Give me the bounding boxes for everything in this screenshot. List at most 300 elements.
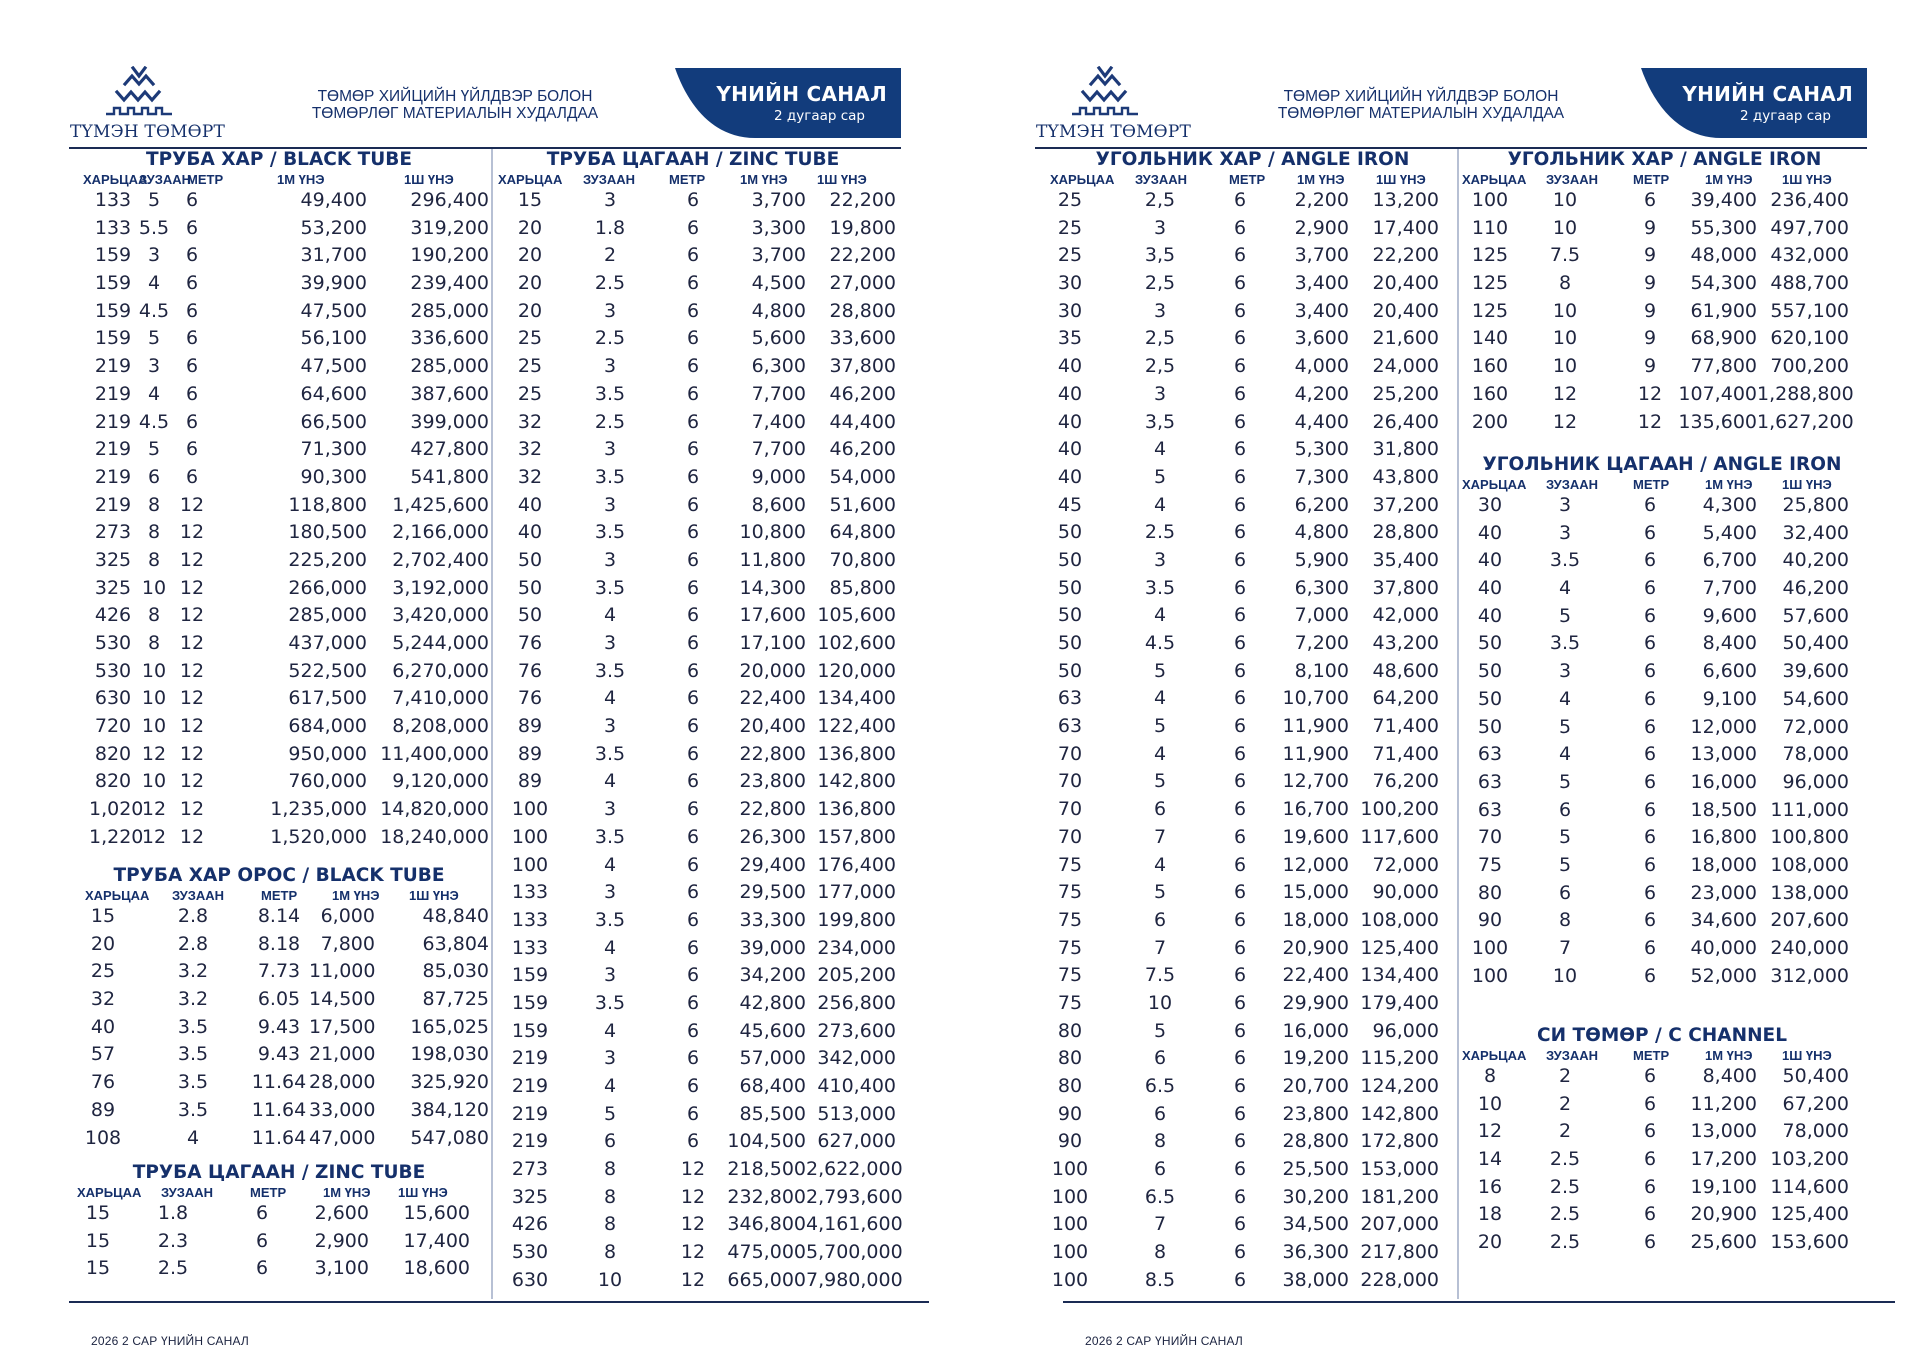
cell-length: 6	[1233, 908, 1247, 931]
cell-length: 12	[179, 687, 205, 710]
cell-length: 6	[1233, 355, 1247, 378]
col-header-price-per-m: 1М ҮНЭ	[332, 888, 380, 903]
cell-thickness: 3.2	[177, 988, 209, 1011]
cell-thickness: 3.5	[594, 659, 626, 682]
company-line-2: ТӨМӨРЛӨГ МАТЕРИАЛЫН ХУДАЛДАА	[1277, 105, 1565, 122]
cell-thickness: 2	[603, 244, 617, 267]
cell-length: 6	[1643, 577, 1657, 600]
cell-price-per-piece: 2,622,000	[806, 1158, 903, 1181]
col-header-thickness: ЗУЗААН	[583, 172, 636, 187]
cell-thickness: 3	[603, 548, 617, 571]
cell-thickness: 3.5	[594, 908, 626, 931]
cell-thickness: 4.5	[1144, 632, 1176, 654]
cell-length: 12	[179, 576, 205, 599]
cell-size: 32	[517, 465, 543, 488]
cell-length: 6	[1233, 1213, 1247, 1236]
cell-price-per-m: 23,800	[1282, 1102, 1349, 1125]
cell-price-per-m: 9,100	[1702, 687, 1757, 710]
footer-divider	[1063, 1301, 1895, 1303]
cell-thickness: 6	[1153, 908, 1167, 931]
cell-size: 50	[517, 548, 543, 571]
cell-price-per-m: 4,400	[1294, 410, 1349, 433]
cell-length: 6	[185, 382, 199, 405]
cell-length: 6	[1233, 521, 1247, 544]
cell-length: 6	[686, 1019, 700, 1042]
cell-price-per-piece: 172,800	[1360, 1130, 1439, 1153]
cell-price-per-m: 16,000	[1282, 1019, 1349, 1042]
cell-thickness: 6	[1153, 1102, 1167, 1125]
col-header-length: МЕТР	[261, 888, 298, 903]
cell-length: 6	[686, 189, 700, 211]
cell-size: 25	[90, 960, 116, 983]
cell-price-per-piece: 488,700	[1770, 272, 1849, 295]
cell-price-per-piece: 22,200	[829, 244, 896, 267]
cell-length: 6	[1233, 964, 1247, 987]
cell-length: 6	[686, 438, 700, 461]
cell-length: 12	[179, 825, 205, 848]
cell-thickness: 10	[1552, 299, 1578, 322]
cell-price-per-m: 61,900	[1690, 299, 1757, 322]
cell-price-per-m: 7,800	[320, 932, 375, 955]
cell-length: 12	[680, 1158, 706, 1181]
cell-length: 12	[179, 742, 205, 765]
cell-size: 100	[1051, 1241, 1089, 1264]
cell-length: 6	[686, 964, 700, 987]
cell-price-per-m: 25,500	[1282, 1158, 1349, 1181]
cell-size: 40	[517, 521, 543, 544]
col-header-price-per-m: 1М ҮНЭ	[1705, 477, 1753, 492]
cell-price-per-piece: 24,000	[1372, 355, 1439, 378]
cell-thickness: 8.5	[1144, 1268, 1176, 1291]
cell-thickness: 10	[141, 770, 167, 793]
cell-price-per-piece: 124,200	[1360, 1075, 1439, 1097]
cell-length: 6	[1233, 548, 1247, 571]
cell-thickness: 3.2	[177, 960, 209, 983]
company-line-1: ТӨМӨР ХИЙЦИЙН ҮЙЛДВЭР БОЛОН	[1283, 88, 1559, 105]
col-header-size: ХАРЬЦАА	[83, 172, 148, 187]
col-header-thickness: ЗУЗААН	[161, 1185, 214, 1200]
cell-price-per-piece: 25,200	[1372, 382, 1439, 405]
cell-price-per-m: 11,000	[309, 960, 376, 983]
cell-price-per-piece: 627,000	[817, 1130, 896, 1153]
cell-price-per-m: 12,000	[1690, 715, 1757, 738]
cell-size: 63	[1477, 798, 1503, 821]
cell-length: 6	[686, 715, 700, 738]
cell-thickness: 8	[147, 604, 161, 627]
cell-price-per-piece: 46,200	[1782, 577, 1849, 600]
cell-length: 6	[686, 216, 700, 239]
cell-thickness: 3	[1558, 494, 1572, 516]
cell-price-per-piece: 50,400	[1782, 632, 1849, 655]
cell-price-per-piece: 117,600	[1360, 825, 1439, 848]
cell-size: 40	[1057, 438, 1083, 461]
cell-price-per-m: 2,900	[1294, 216, 1349, 239]
cell-thickness: 3	[147, 244, 161, 267]
cell-price-per-piece: 138,000	[1770, 881, 1849, 904]
cell-size: 45	[1057, 493, 1083, 516]
cell-price-per-m: 48,000	[1690, 244, 1757, 267]
cell-length: 6	[1233, 576, 1247, 599]
col-header-size: ХАРЬЦАА	[1462, 1048, 1527, 1063]
cell-price-per-m: 6,300	[751, 355, 806, 378]
footer-divider	[69, 1301, 929, 1303]
cell-price-per-piece: 3,192,000	[392, 576, 489, 599]
cell-length: 12	[1637, 410, 1663, 433]
col-header-size: ХАРЬЦАА	[498, 172, 563, 187]
cell-size: 100	[1051, 1213, 1089, 1236]
cell-length: 6	[1233, 1047, 1247, 1070]
cell-price-per-m: 3,300	[751, 216, 806, 239]
cell-thickness: 3.5	[594, 991, 626, 1014]
cell-size: 426	[511, 1213, 549, 1236]
cell-length: 6	[1643, 853, 1657, 876]
cell-size: 133	[511, 908, 549, 931]
cell-thickness: 8	[147, 493, 161, 516]
cell-price-per-piece: 319,200	[410, 216, 489, 239]
cell-price-per-m: 90,300	[300, 465, 367, 488]
cell-size: 273	[511, 1158, 549, 1181]
cell-price-per-m: 77,800	[1690, 355, 1757, 378]
cell-price-per-m: 12,700	[1282, 770, 1349, 793]
col-header-price-per-piece: 1Ш ҮНЭ	[398, 1185, 448, 1200]
cell-price-per-piece: 114,600	[1770, 1175, 1849, 1198]
col-header-length: МЕТР	[1633, 1048, 1670, 1063]
cell-length: 6	[1233, 1102, 1247, 1125]
col-header-price-per-m: 1М ҮНЭ	[323, 1185, 371, 1200]
cell-price-per-m: 20,700	[1282, 1075, 1349, 1097]
cell-price-per-m: 218,500	[727, 1158, 806, 1181]
cell-price-per-piece: 165,025	[410, 1015, 489, 1038]
cell-size: 219	[94, 465, 132, 488]
cell-size: 16	[1477, 1175, 1503, 1198]
company-description	[290, 88, 620, 122]
cell-length: 6	[185, 216, 199, 239]
cell-price-per-m: 118,800	[288, 493, 367, 516]
cell-price-per-m: 23,000	[1690, 881, 1757, 904]
cell-thickness: 6	[1558, 798, 1572, 821]
cell-size: 219	[94, 410, 132, 433]
cell-thickness: 8	[603, 1158, 617, 1181]
cell-thickness: 5	[1153, 770, 1167, 793]
cell-length: 6	[1233, 493, 1247, 516]
cell-length: 6	[1233, 1241, 1247, 1264]
cell-price-per-piece: 76,200	[1372, 770, 1439, 793]
section-title: ТРУБА ХАР ОРОС / BLACK TUBE	[113, 865, 445, 886]
cell-size: 530	[94, 659, 132, 682]
cell-size: 15	[85, 1202, 111, 1224]
cell-price-per-m: 47,000	[309, 1126, 376, 1149]
cell-thickness: 5	[1153, 1019, 1167, 1042]
cell-length: 6	[1643, 715, 1657, 738]
cell-price-per-m: 11,200	[1690, 1092, 1757, 1115]
cell-size: 80	[1057, 1075, 1083, 1097]
cell-size: 219	[94, 382, 132, 405]
cell-size: 70	[1057, 742, 1083, 765]
cell-size: 76	[517, 632, 543, 654]
cell-length: 6	[185, 189, 199, 211]
cell-price-per-m: 4,000	[1294, 355, 1349, 378]
cell-size: 70	[1057, 770, 1083, 793]
cell-price-per-piece: 71,400	[1372, 715, 1439, 738]
cell-length: 6	[1233, 1268, 1247, 1291]
cell-length: 11.64	[251, 1126, 307, 1149]
cell-price-per-piece: 234,000	[817, 936, 896, 959]
cell-price-per-m: 26,300	[739, 825, 806, 848]
col-header-size: ХАРЬЦАА	[85, 888, 150, 903]
cell-thickness: 6	[1153, 1158, 1167, 1181]
cell-price-per-m: 9,000	[751, 465, 806, 488]
cell-size: 160	[1471, 355, 1509, 378]
cell-price-per-m: 39,400	[1690, 189, 1757, 211]
cell-price-per-piece: 20,400	[1372, 272, 1439, 295]
cell-size: 90	[1057, 1130, 1083, 1153]
cell-price-per-m: 760,000	[288, 770, 367, 793]
cell-size: 200	[1471, 410, 1509, 433]
cell-price-per-m: 19,600	[1282, 825, 1349, 848]
cell-price-per-m: 4,300	[1702, 494, 1757, 516]
cell-price-per-piece: 228,000	[1360, 1268, 1439, 1291]
cell-price-per-piece: 18,240,000	[380, 825, 489, 848]
cell-size: 15	[85, 1257, 111, 1280]
cell-price-per-piece: 103,200	[1770, 1148, 1849, 1171]
cell-thickness: 5.5	[138, 216, 170, 239]
cell-size: 100	[1471, 189, 1509, 211]
cell-thickness: 3	[1558, 660, 1572, 683]
cell-thickness: 3.5	[594, 825, 626, 848]
cell-price-per-m: 16,700	[1282, 798, 1349, 821]
cell-length: 6	[1233, 327, 1247, 350]
cell-price-per-piece: 5,244,000	[392, 632, 489, 654]
cell-thickness: 4	[603, 604, 617, 627]
col-header-price-per-m: 1М ҮНЭ	[1705, 1048, 1753, 1063]
cell-thickness: 6.5	[1144, 1185, 1176, 1208]
cell-price-per-piece: 90,000	[1372, 881, 1439, 904]
cell-thickness: 3.5	[177, 1098, 209, 1121]
cell-thickness: 5	[603, 1102, 617, 1125]
cell-length: 6	[1643, 632, 1657, 655]
cell-size: 100	[511, 853, 549, 876]
cell-price-per-m: 28,000	[309, 1071, 376, 1094]
cell-price-per-m: 6,700	[1702, 549, 1757, 572]
cell-price-per-piece: 176,400	[817, 853, 896, 876]
cell-price-per-piece: 54,000	[829, 465, 896, 488]
cell-length: 6	[1233, 216, 1247, 239]
cell-price-per-piece: 312,000	[1770, 964, 1849, 987]
cell-price-per-m: 11,800	[739, 548, 806, 571]
cell-size: 630	[511, 1268, 549, 1291]
cell-thickness: 2	[1558, 1065, 1572, 1087]
cell-length: 6	[1643, 189, 1657, 211]
cell-size: 70	[1057, 825, 1083, 848]
cell-price-per-m: 33,300	[739, 908, 806, 931]
cell-thickness: 3	[603, 493, 617, 516]
cell-size: 90	[1057, 1102, 1083, 1125]
cell-thickness: 12	[141, 742, 167, 765]
cell-size: 89	[517, 742, 543, 765]
cell-price-per-m: 47,500	[300, 299, 367, 322]
cell-size: 25	[517, 355, 543, 378]
cell-length: 12	[179, 770, 205, 793]
cell-price-per-piece: 1,627,200	[1757, 410, 1854, 433]
cell-price-per-m: 180,500	[288, 521, 367, 544]
cell-length: 6	[686, 936, 700, 959]
cell-price-per-m: 8,600	[751, 493, 806, 516]
cell-length: 6	[185, 327, 199, 350]
cell-price-per-piece: 46,200	[829, 382, 896, 405]
cell-thickness: 3.5	[1549, 549, 1581, 572]
cell-price-per-piece: 142,800	[1360, 1102, 1439, 1125]
cell-thickness: 8	[603, 1185, 617, 1208]
cell-size: 159	[511, 991, 549, 1014]
cell-price-per-m: 22,800	[739, 798, 806, 821]
cell-price-per-m: 9,600	[1702, 604, 1757, 627]
cell-thickness: 3.5	[177, 1071, 209, 1094]
cell-thickness: 8	[1153, 1241, 1167, 1264]
col-header-size: ХАРЬЦАА	[77, 1185, 142, 1200]
cell-size: 125	[1471, 272, 1509, 295]
section-title: УГОЛЬНИК ХАР / ANGLE IRON	[1095, 149, 1410, 170]
cell-thickness: 7.5	[1549, 244, 1581, 267]
cell-price-per-piece: 15,600	[403, 1202, 470, 1224]
cell-length: 6	[1233, 299, 1247, 322]
cell-price-per-piece: 2,793,600	[806, 1185, 903, 1208]
cell-price-per-piece: 64,200	[1372, 687, 1439, 710]
cell-price-per-piece: 14,820,000	[380, 798, 489, 821]
cell-thickness: 10	[141, 715, 167, 738]
cell-price-per-m: 21,000	[309, 1043, 376, 1066]
cell-size: 110	[1471, 216, 1509, 239]
cell-price-per-m: 66,500	[300, 410, 367, 433]
cell-size: 76	[517, 687, 543, 710]
cell-thickness: 10	[1552, 327, 1578, 350]
cell-price-per-m: 57,000	[739, 1047, 806, 1070]
cell-thickness: 10	[1552, 189, 1578, 211]
cell-price-per-piece: 2,702,400	[392, 548, 489, 571]
cell-size: 50	[1477, 687, 1503, 710]
cell-size: 25	[517, 327, 543, 350]
cell-length: 6	[1643, 1148, 1657, 1171]
cell-thickness: 2.5	[594, 410, 626, 433]
cell-price-per-piece: 207,000	[1360, 1213, 1439, 1236]
cell-length: 6	[1233, 189, 1247, 211]
cell-price-per-m: 40,000	[1690, 937, 1757, 959]
cell-price-per-m: 18,500	[1690, 798, 1757, 821]
cell-thickness: 5	[147, 189, 161, 211]
cell-thickness: 4	[603, 687, 617, 710]
cell-price-per-piece: 96,000	[1372, 1019, 1439, 1042]
cell-length: 6	[686, 604, 700, 627]
cell-size: 70	[1477, 826, 1503, 849]
cell-thickness: 3	[1153, 299, 1167, 322]
cell-size: 133	[94, 189, 132, 211]
cell-price-per-m: 285,000	[288, 604, 367, 627]
cell-thickness: 10	[597, 1268, 623, 1291]
cell-thickness: 4	[1153, 493, 1167, 516]
cell-price-per-piece: 1,425,600	[392, 493, 489, 516]
cell-price-per-m: 266,000	[288, 576, 367, 599]
cell-price-per-m: 1,520,000	[270, 825, 367, 848]
col-header-price-per-piece: 1Ш ҮНЭ	[1376, 172, 1426, 187]
cell-length: 6	[1233, 1075, 1247, 1097]
cell-price-per-m: 8,400	[1702, 632, 1757, 655]
cell-price-per-piece: 620,100	[1770, 327, 1849, 350]
cell-length: 6	[185, 299, 199, 322]
cell-thickness: 1.8	[157, 1202, 189, 1224]
cell-length: 6	[1233, 1019, 1247, 1042]
cell-price-per-m: 16,800	[1690, 826, 1757, 849]
cell-size: 100	[1051, 1268, 1089, 1291]
cell-size: 273	[94, 521, 132, 544]
cell-size: 820	[94, 770, 132, 793]
col-header-price-per-piece: 1Ш ҮНЭ	[1782, 1048, 1832, 1063]
cell-thickness: 6	[147, 465, 161, 488]
cell-price-per-m: 4,800	[751, 299, 806, 322]
cell-price-per-m: 34,600	[1690, 909, 1757, 932]
company-logo	[70, 66, 226, 144]
cell-price-per-piece: 236,400	[1770, 189, 1849, 211]
cell-size: 100	[511, 825, 549, 848]
cell-length: 6	[686, 825, 700, 848]
cell-size: 30	[1057, 299, 1083, 322]
cell-thickness: 7.5	[1144, 964, 1176, 987]
cell-length: 6	[1233, 632, 1247, 654]
column-divider	[491, 149, 493, 1299]
cell-size: 75	[1057, 853, 1083, 876]
cell-length: 6.05	[257, 988, 301, 1011]
cell-length: 6	[1643, 881, 1657, 904]
cell-size: 25	[1057, 189, 1083, 211]
cell-size: 325	[94, 548, 132, 571]
cell-length: 6	[686, 632, 700, 654]
cell-price-per-piece: 67,200	[1782, 1092, 1849, 1115]
cell-price-per-piece: 18,600	[403, 1257, 470, 1280]
cell-length: 6	[686, 687, 700, 710]
cell-size: 820	[94, 742, 132, 765]
cell-price-per-m: 29,900	[1282, 991, 1349, 1014]
cell-length: 6	[1233, 936, 1247, 959]
cell-price-per-piece: 387,600	[410, 382, 489, 405]
cell-size: 219	[94, 438, 132, 461]
cell-price-per-piece: 217,800	[1360, 1241, 1439, 1264]
cell-thickness: 4	[1153, 853, 1167, 876]
cell-thickness: 2.3	[157, 1229, 189, 1252]
cell-price-per-m: 8,400	[1702, 1065, 1757, 1087]
cell-thickness: 3.5	[1549, 632, 1581, 655]
cell-price-per-piece: 108,000	[1770, 853, 1849, 876]
cell-price-per-m: 475,000	[727, 1241, 806, 1264]
cell-price-per-piece: 57,600	[1782, 604, 1849, 627]
cell-size: 63	[1477, 770, 1503, 793]
badge-subtitle: 2 дугаар сар	[1740, 108, 1831, 124]
cell-thickness: 3	[1153, 548, 1167, 571]
cell-size: 159	[94, 299, 132, 322]
cell-price-per-piece: 122,400	[817, 715, 896, 738]
cell-price-per-piece: 8,208,000	[392, 715, 489, 738]
cell-size: 325	[94, 576, 132, 599]
cell-price-per-m: 31,700	[300, 244, 367, 267]
cell-price-per-piece: 1,288,800	[1757, 382, 1854, 405]
cell-size: 89	[90, 1098, 116, 1121]
cell-length: 6	[185, 438, 199, 461]
cell-length: 6	[1233, 1158, 1247, 1181]
col-header-price-per-m: 1М ҮНЭ	[1705, 172, 1753, 187]
cell-size: 100	[1051, 1158, 1089, 1181]
col-header-length: МЕТР	[187, 172, 224, 187]
cell-length: 6	[185, 465, 199, 488]
cell-price-per-piece: 3,420,000	[392, 604, 489, 627]
cell-size: 20	[517, 216, 543, 239]
cell-thickness: 6	[603, 1130, 617, 1153]
